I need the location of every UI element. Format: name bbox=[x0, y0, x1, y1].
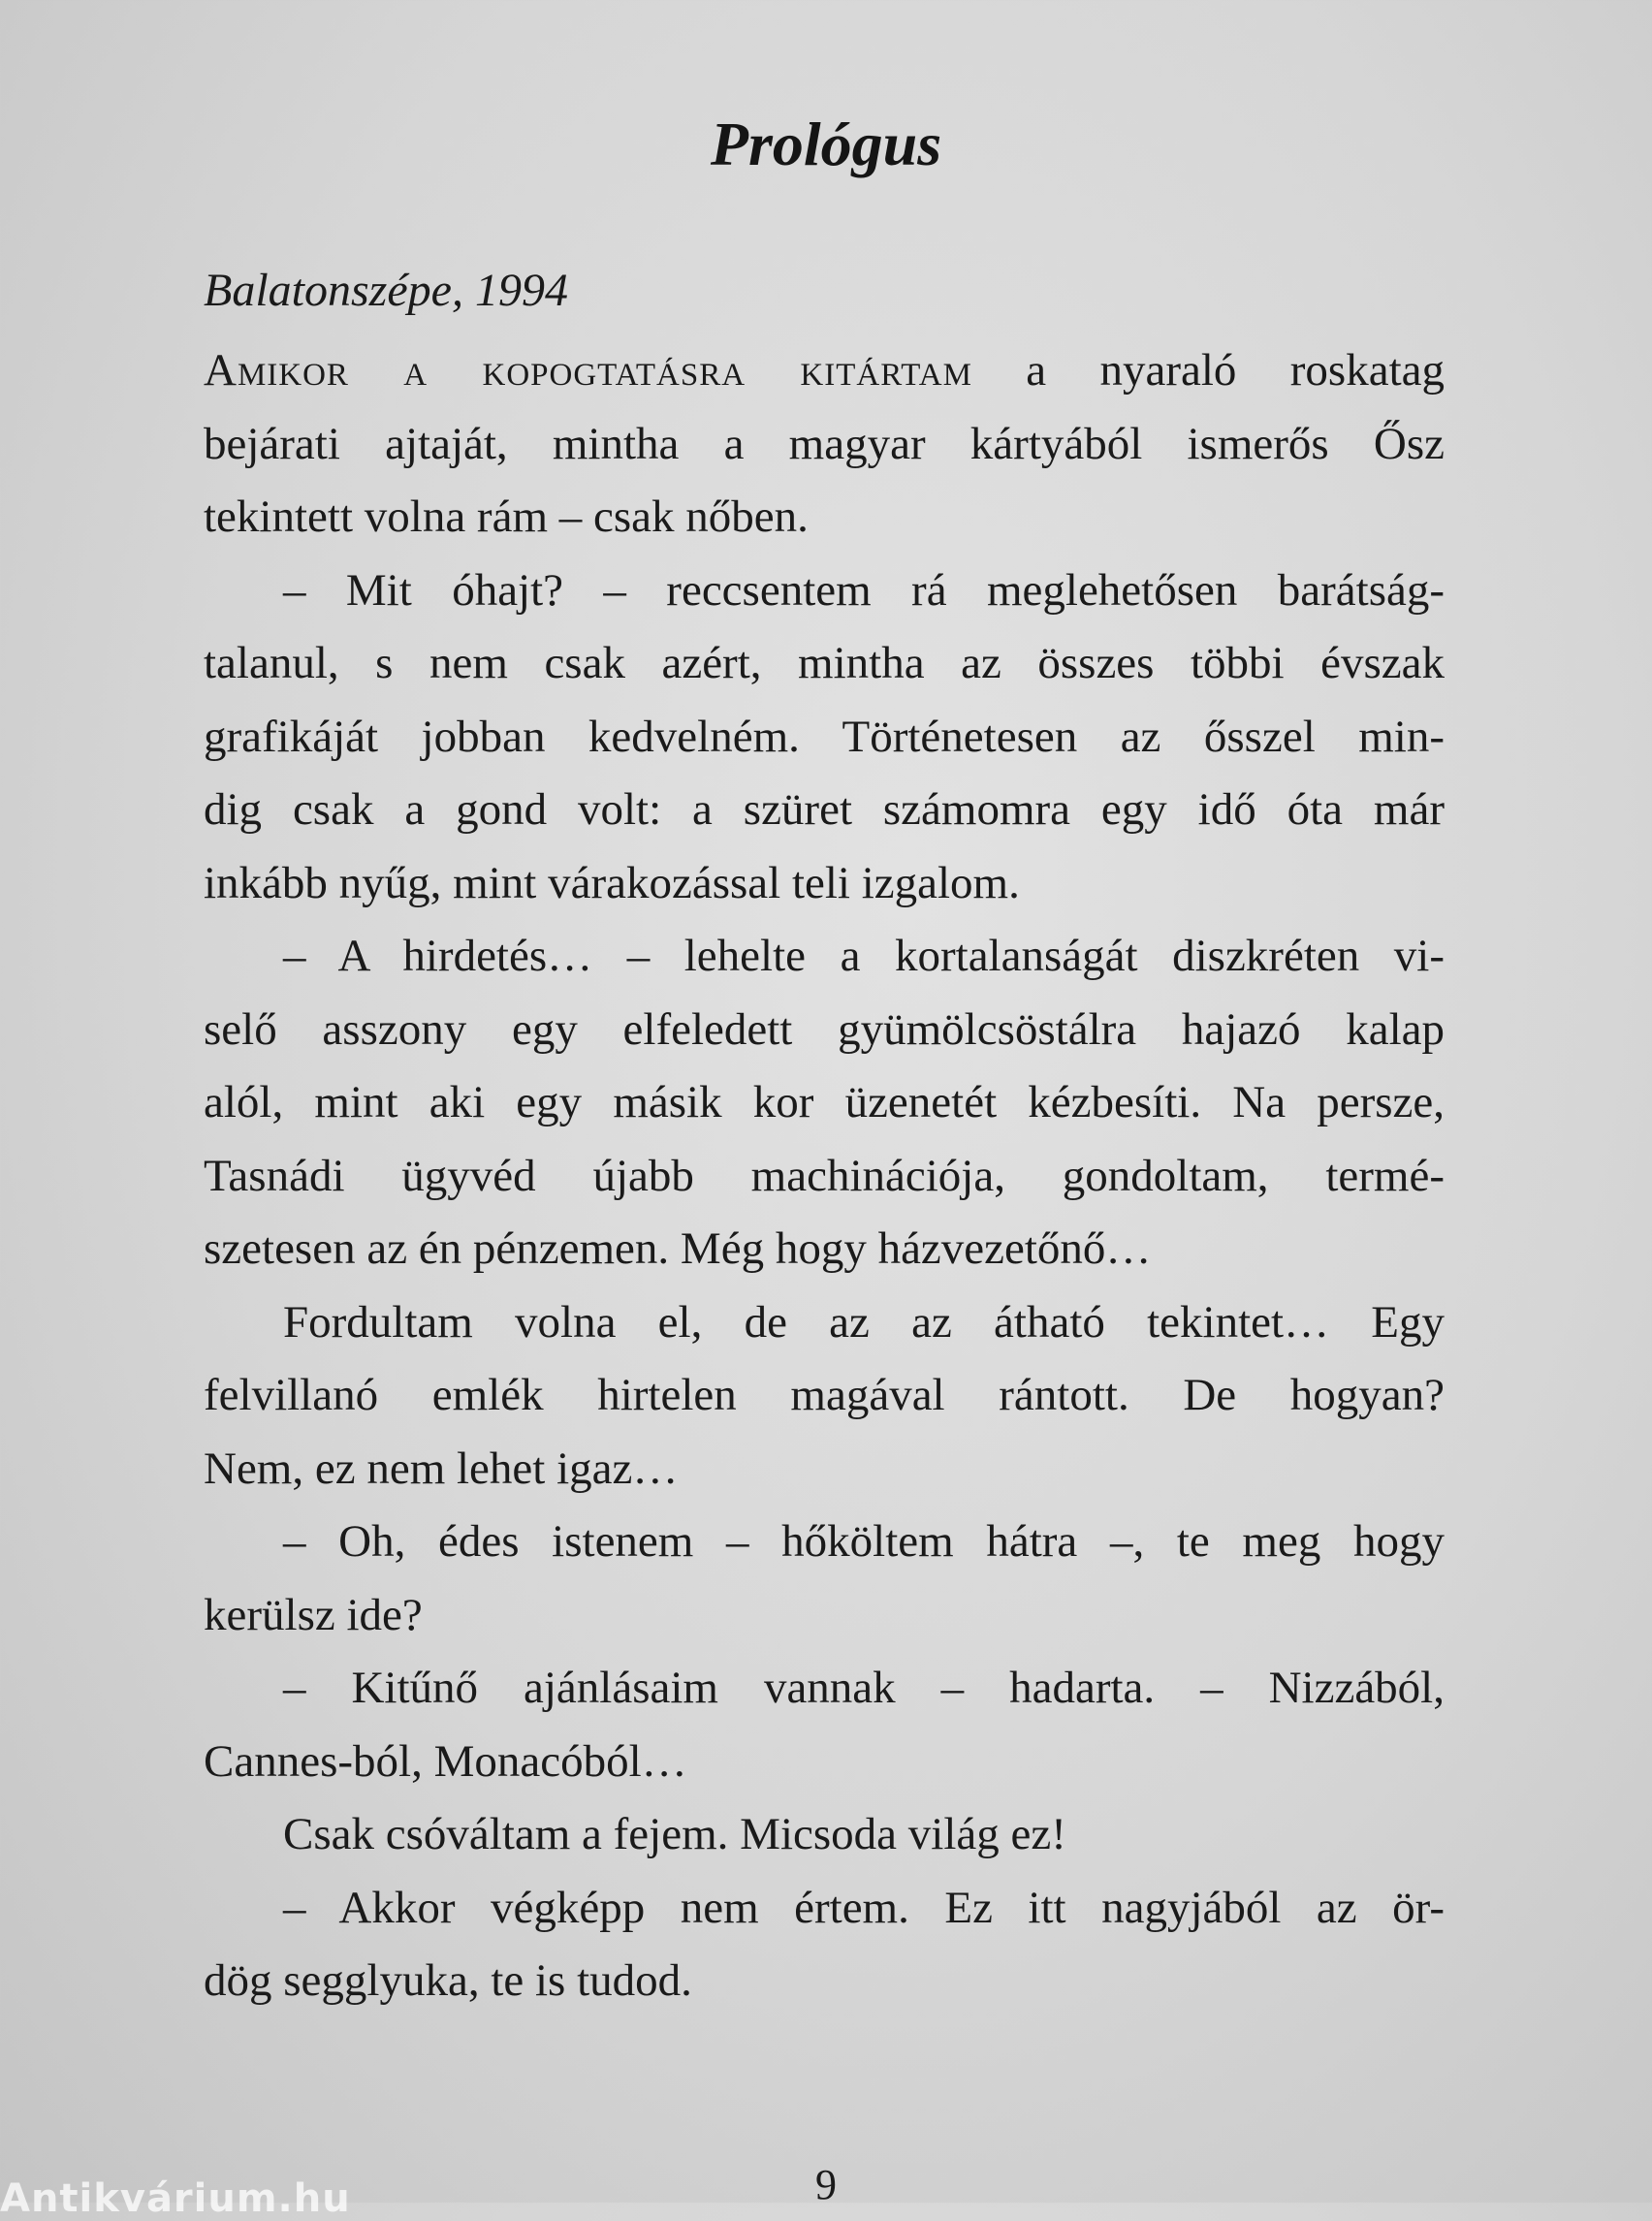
text-line bbox=[204, 1950, 1445, 2023]
line-text: dig csak a gond volt: a szüret számomra egy idő óta már bbox=[204, 784, 1445, 835]
line-text: bejárati ajtaját, mintha a magyar kártyából ismerős Ősz bbox=[204, 418, 1445, 469]
line-text: Csak csóváltam a fejem. Micsoda világ ez! bbox=[283, 1809, 1066, 1859]
line-text: kerülsz ide? bbox=[204, 1589, 423, 1640]
text-line bbox=[204, 852, 1445, 926]
text-line bbox=[204, 778, 1445, 852]
text-line bbox=[204, 1657, 1445, 1730]
text-line bbox=[204, 1584, 1445, 1658]
text-line bbox=[204, 632, 1445, 706]
page-number: 9 bbox=[815, 2161, 837, 2208]
place-date-heading: Balatonszépe, 1994 bbox=[204, 265, 568, 316]
line-text: felvillanó emlék hirtelen magával rántott. De hogyan? bbox=[204, 1370, 1445, 1420]
text-line bbox=[204, 925, 1445, 999]
text-line bbox=[204, 559, 1445, 633]
line-text: grafikáját jobban kedvelném. Történetesen az ősszel min- bbox=[204, 711, 1445, 762]
opening-smallcaps: Amikor a kopogtatásra kitártam bbox=[204, 345, 972, 396]
text-line bbox=[204, 1510, 1445, 1584]
line-text: Nem, ez nem lehet igaz… bbox=[204, 1443, 679, 1494]
text-line bbox=[204, 1145, 1445, 1219]
line-text: selő asszony egy elfeledett gyümölcsöstálra hajazó kalap bbox=[204, 1003, 1445, 1055]
line-text: – Oh, édes istenem – hőköltem hátra –, te meg hogy bbox=[283, 1516, 1445, 1567]
line-text: inkább nyűg, mint várakozással teli izgalom. bbox=[204, 857, 1020, 908]
text-line bbox=[204, 413, 1445, 487]
text-line bbox=[204, 339, 1445, 413]
chapter-title: Prológus bbox=[710, 110, 942, 178]
line-text: Tasnádi ügyvéd újabb machinációja, gondoltam, termé- bbox=[204, 1150, 1445, 1201]
text-line bbox=[204, 999, 1445, 1072]
line-text: talanul, s nem csak azért, mintha az összes többi évszak bbox=[204, 638, 1445, 688]
text-line bbox=[204, 706, 1445, 779]
text-line bbox=[204, 1071, 1445, 1145]
text-line bbox=[204, 1803, 1445, 1877]
text-line bbox=[204, 1730, 1445, 1804]
line-text: Fordultam volna el, de az az átható tekintet… Egy bbox=[283, 1296, 1445, 1348]
line-text: – Kitűnő ajánlásaim vannak – hadarta. – Nizzából, bbox=[283, 1663, 1445, 1713]
chapter-body bbox=[204, 339, 1445, 2023]
line-text: alól, mint aki egy másik kor üzenetét kézbesíti. Na persze, bbox=[204, 1077, 1445, 1127]
line-text: – A hirdetés… – lehelte a kortalanságát diszkréten vi- bbox=[283, 931, 1445, 981]
text-line bbox=[204, 1877, 1445, 1951]
line-text: – Mit óhajt? – reccsentem rá meglehetősen barátság- bbox=[283, 564, 1445, 616]
line-text: Cannes-ból, Monacóból… bbox=[204, 1735, 687, 1787]
line-text: a nyaraló roskatag bbox=[1026, 345, 1446, 396]
text-line bbox=[204, 1438, 1445, 1511]
line-text: tekintett volna rám – csak nőben. bbox=[204, 492, 809, 542]
watermark: Antikvárium.hu bbox=[0, 2176, 351, 2221]
text-line bbox=[204, 1364, 1445, 1438]
line-text: szetesen az én pénzemen. Még hogy házvezetőnő… bbox=[204, 1223, 1152, 1274]
text-line bbox=[204, 486, 1445, 559]
text-line bbox=[204, 1218, 1445, 1291]
text-line bbox=[204, 1291, 1445, 1365]
line-text: dög segglyuka, te is tudod. bbox=[204, 1955, 692, 2006]
line-text: – Akkor végképp nem értem. Ez itt nagyjából az ör- bbox=[283, 1882, 1445, 1933]
